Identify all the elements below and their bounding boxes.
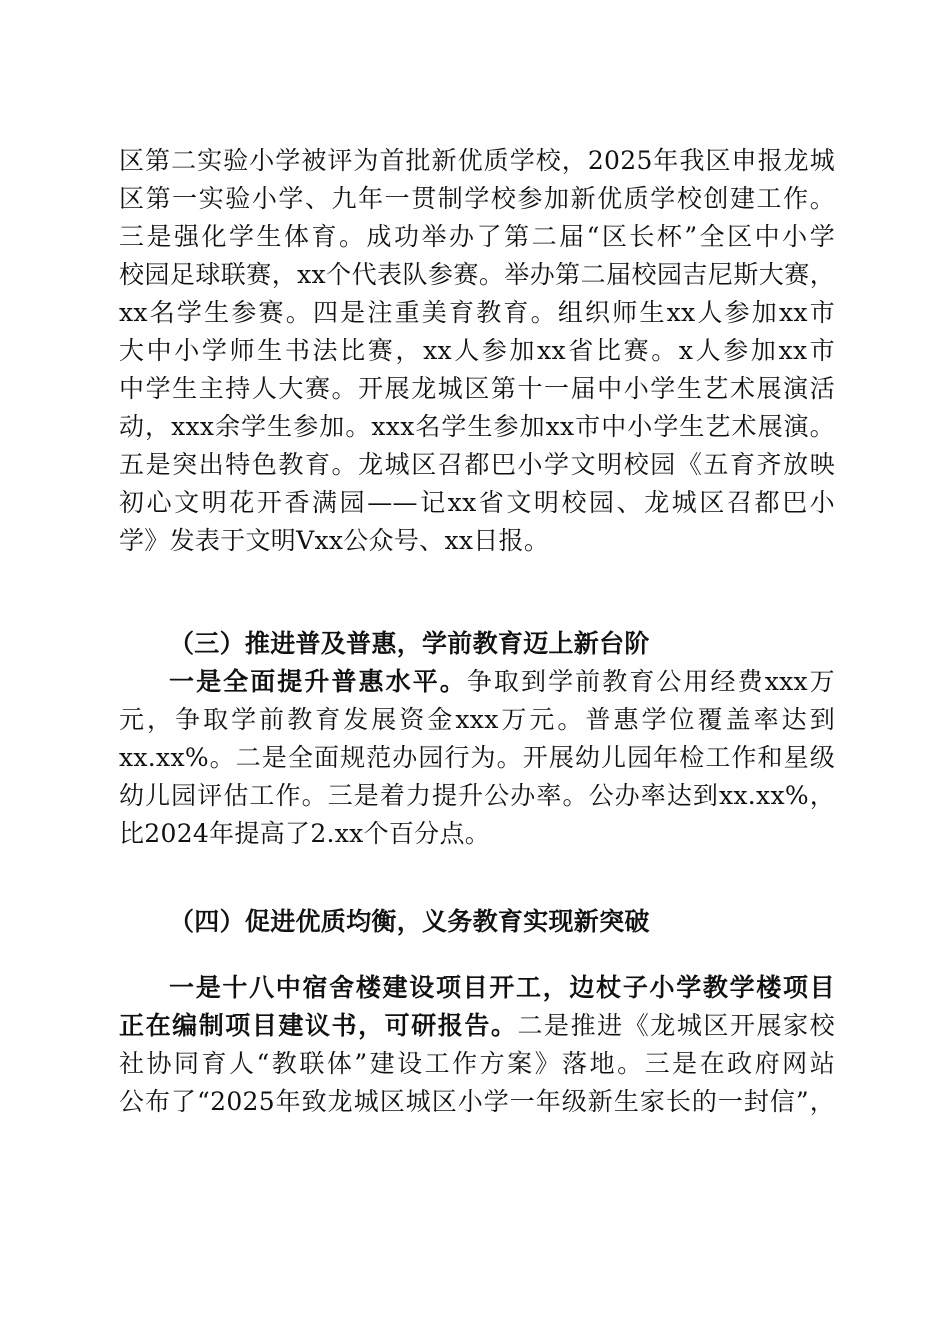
paragraph-text: 争取到学前教育公用经费xxx万 [466,667,835,696]
section-4 [119,907,835,1121]
paragraph-line: 区第一实验小学、九年一贯制学校参加新优质学校创建工作。 [119,184,835,213]
section-heading: （三）推进普及普惠，学前教育迈上新台阶 [169,629,650,658]
paragraph-line: xx名学生参赛。四是注重美育教育。组织师生xx人参加xx市 [119,298,835,327]
paragraph-line: 比2024年提高了2.xx个百分点。 [119,819,491,848]
paragraph-line: xx.xx%。二是全面规范办园行为。开展幼儿园年检工作和星级 [119,743,835,772]
paragraph-line: 五是突出特色教育。龙城区召都巴小学文明校园《五育齐放映 [119,450,835,479]
paragraph-line: 大中小学师生书法比赛，xx人参加xx省比赛。x人参加xx市 [119,336,835,365]
paragraph-line: 元，争取学前教育发展资金xxx万元。普惠学位覆盖率达到 [119,705,835,734]
paragraph-line [119,1007,835,1045]
paragraph-line: 初心文明花开香满园——记xx省文明校园、龙城区召都巴小 [119,488,835,517]
section-3 [119,625,835,853]
paragraph-line: 学》发表于文明Vxx公众号、xx日报。 [119,526,550,555]
paragraph-line: 动，xxx余学生参加。xxx名学生参加xx市中小学生艺术展演。 [119,412,835,441]
paragraph-line: 校园足球联赛，xx个代表队参赛。举办第二届校园吉尼斯大赛， [119,260,835,289]
paragraph-line: 中学生主持人大赛。开展龙城区第十一届中小学生艺术展演活 [119,374,835,403]
lead-sentence: 一是十八中宿舍楼建设项目开工，边杖子小学教学楼项目 [169,973,835,1002]
paragraph-line: 区第二实验小学被评为首批新优质学校，2025年我区申报龙城 [119,146,835,175]
paragraph-line [119,663,835,701]
lead-sentence: 正在编制项目建议书，可研报告。 [119,1011,518,1040]
paragraph-line: 公布了“2025年致龙城区城区小学一年级新生家长的一封信”， [119,1087,835,1116]
paragraph-line: 社协同育人“教联体”建设工作方案》落地。三是在政府网站 [119,1049,835,1078]
paragraph-line: 三是强化学生体育。成功举办了第二届“区长杯”全区中小学 [119,222,835,251]
lead-sentence: 一是全面提升普惠水平。 [169,667,467,696]
section-heading: （四）促进优质均衡，义务教育实现新突破 [169,907,650,936]
paragraph-line: 幼儿园评估工作。三是着力提升公办率。公办率达到xx.xx%， [119,781,835,810]
continuation-paragraph [119,142,835,560]
paragraph-text: 二是推进《龙城区开展家校 [517,1011,835,1040]
